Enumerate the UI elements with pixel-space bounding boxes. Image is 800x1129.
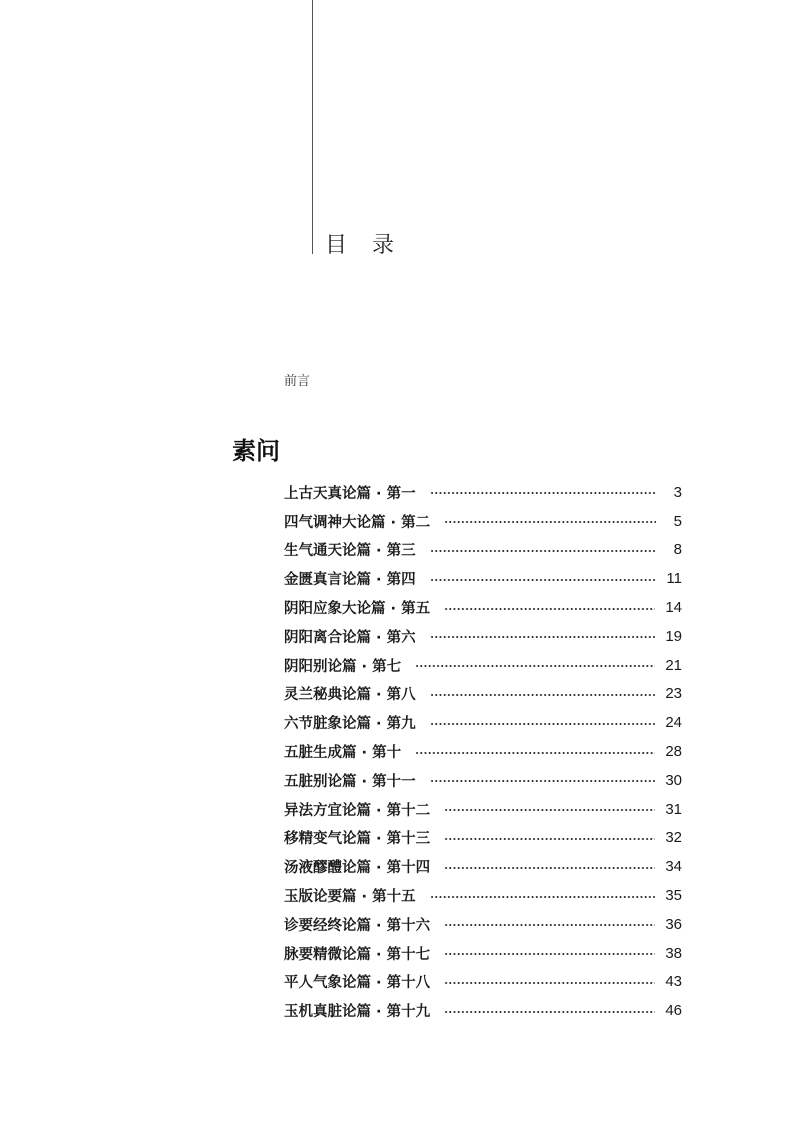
dot-leader — [430, 636, 656, 638]
toc-list — [284, 478, 682, 1025]
toc-entry[interactable] — [284, 478, 682, 507]
toc-entry-page-number: 32 — [665, 829, 682, 847]
toc-entry[interactable] — [284, 536, 682, 565]
toc-entry-title: 移精变气论篇 · 第十三 — [284, 831, 431, 848]
toc-entry[interactable] — [284, 507, 682, 536]
toc-entry-page-number: 28 — [665, 743, 682, 761]
page-title: 目 录 — [325, 233, 403, 258]
toc-entry-page-number: 19 — [665, 627, 682, 645]
dot-leader — [444, 521, 656, 523]
toc-entry-title: 生气通天论篇 · 第三 — [284, 543, 416, 560]
dot-leader — [430, 723, 656, 725]
toc-entry-title: 玉机真脏论篇 · 第十九 — [284, 1004, 431, 1021]
toc-entry-page-number: 23 — [665, 685, 682, 703]
toc-entry-title: 六节脏象论篇 · 第九 — [284, 716, 416, 733]
toc-entry-title: 脉要精微论篇 · 第十七 — [284, 946, 431, 963]
toc-entry-title: 玉版论要篇 · 第十五 — [284, 889, 416, 906]
toc-entry-page-number: 8 — [673, 541, 682, 559]
toc-entry-title: 诊要经终论篇 · 第十六 — [284, 917, 431, 934]
toc-entry[interactable] — [284, 795, 682, 824]
toc-entry-title: 五脏别论篇 · 第十一 — [284, 773, 416, 790]
toc-entry-preface[interactable]: 前言 — [284, 374, 311, 389]
title-divider-line — [312, 0, 313, 254]
section-title: 素问 — [232, 437, 280, 465]
dot-leader — [444, 982, 655, 984]
toc-entry[interactable] — [284, 680, 682, 709]
toc-entry-page-number: 46 — [665, 1002, 682, 1020]
dot-leader — [444, 838, 655, 840]
dot-leader — [444, 953, 655, 955]
toc-entry[interactable] — [284, 910, 682, 939]
toc-entry[interactable] — [284, 824, 682, 853]
toc-entry[interactable] — [284, 593, 682, 622]
toc-entry-title: 汤液醪醴论篇 · 第十四 — [284, 860, 431, 877]
toc-entry[interactable] — [284, 968, 682, 997]
toc-entry[interactable] — [284, 766, 682, 795]
toc-entry-title: 五脏生成篇 · 第十 — [284, 745, 402, 762]
toc-entry[interactable] — [284, 881, 682, 910]
dot-leader — [430, 579, 656, 581]
toc-entry-page-number: 30 — [665, 771, 682, 789]
toc-entry-page-number: 36 — [665, 915, 682, 933]
dot-leader — [444, 809, 655, 811]
dot-leader — [430, 896, 656, 898]
dot-leader — [444, 924, 655, 926]
toc-entry-title: 阴阳应象大论篇 · 第五 — [284, 601, 431, 618]
toc-entry-page-number: 21 — [665, 656, 682, 674]
dot-leader — [415, 665, 655, 667]
toc-entry-title: 阴阳离合论篇 · 第六 — [284, 629, 416, 646]
dot-leader — [430, 550, 656, 552]
toc-entry-page-number: 43 — [665, 973, 682, 991]
toc-entry-page-number: 31 — [665, 800, 682, 818]
toc-entry[interactable] — [284, 939, 682, 968]
toc-entry-title: 金匮真言论篇 · 第四 — [284, 572, 416, 589]
dot-leader — [444, 1011, 655, 1013]
toc-entry-page-number: 14 — [665, 599, 682, 617]
toc-entry[interactable] — [284, 651, 682, 680]
toc-entry[interactable] — [284, 708, 682, 737]
toc-entry-page-number: 11 — [666, 570, 682, 588]
toc-entry-page-number: 5 — [673, 512, 682, 530]
toc-entry-page-number: 3 — [673, 483, 682, 501]
dot-leader — [430, 780, 656, 782]
toc-entry-title: 上古天真论篇 · 第一 — [284, 485, 416, 502]
toc-entry-title: 阴阳别论篇 · 第七 — [284, 658, 402, 675]
toc-entry-title: 异法方宜论篇 · 第十二 — [284, 802, 431, 819]
dot-leader — [430, 492, 656, 494]
toc-entry-page-number: 34 — [665, 858, 682, 876]
toc-entry-title: 四气调神大论篇 · 第二 — [284, 514, 431, 531]
toc-entry-page-number: 24 — [665, 714, 682, 732]
toc-entry[interactable] — [284, 564, 682, 593]
dot-leader — [415, 752, 655, 754]
toc-entry[interactable] — [284, 852, 682, 881]
toc-entry-page-number: 38 — [665, 944, 682, 962]
toc-entry-title: 灵兰秘典论篇 · 第八 — [284, 687, 416, 704]
toc-entry[interactable] — [284, 622, 682, 651]
dot-leader — [444, 608, 655, 610]
toc-entry-page-number: 35 — [665, 887, 682, 905]
toc-entry[interactable] — [284, 737, 682, 766]
dot-leader — [430, 694, 656, 696]
dot-leader — [444, 867, 655, 869]
toc-entry[interactable] — [284, 996, 682, 1025]
toc-entry-title: 平人气象论篇 · 第十八 — [284, 975, 431, 992]
